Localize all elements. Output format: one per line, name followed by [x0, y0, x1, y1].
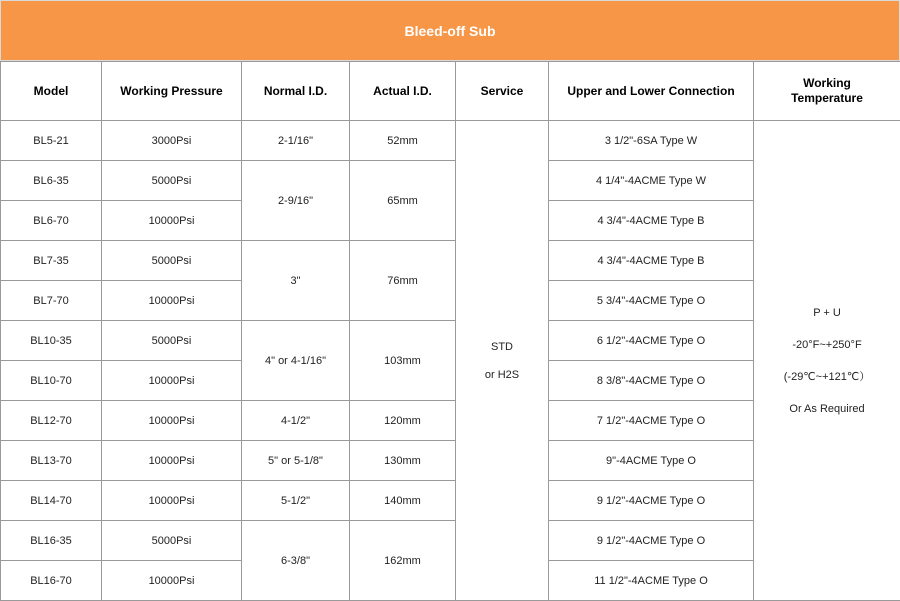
header-actual-id: Actual I.D.	[350, 62, 456, 121]
bleed-off-sub-table	[0, 61, 900, 601]
model-cell: BL5-21	[1, 121, 102, 161]
connection-cell: 4 3/4"-4ACME Type B	[549, 241, 754, 281]
table-title: Bleed-off Sub	[0, 0, 900, 61]
model-cell: BL7-35	[1, 241, 102, 281]
model-cell: BL6-35	[1, 161, 102, 201]
pressure-cell: 3000Psi	[102, 121, 242, 161]
header-normal-id: Normal I.D.	[242, 62, 350, 121]
connection-cell: 5 3/4"-4ACME Type O	[549, 281, 754, 321]
connection-cell: 7 1/2"-4ACME Type O	[549, 401, 754, 441]
service-line2: or H2S	[458, 361, 546, 389]
header-temperature-line1: Working	[756, 76, 898, 91]
actual-id-cell: 162mm	[350, 521, 456, 601]
pressure-cell: 5000Psi	[102, 521, 242, 561]
normal-id-cell: 3"	[242, 241, 350, 321]
actual-id-cell: 52mm	[350, 121, 456, 161]
actual-id-cell: 130mm	[350, 441, 456, 481]
temperature-line4: Or As Required	[756, 393, 898, 425]
connection-cell: 9"-4ACME Type O	[549, 441, 754, 481]
pressure-cell: 5000Psi	[102, 321, 242, 361]
temperature-line1: P + U	[756, 297, 898, 329]
normal-id-cell: 5" or 5-1/8"	[242, 441, 350, 481]
header-working-temperature	[754, 62, 900, 121]
connection-cell: 9 1/2"-4ACME Type O	[549, 481, 754, 521]
pressure-cell: 10000Psi	[102, 441, 242, 481]
connection-cell: 4 1/4"-4ACME Type W	[549, 161, 754, 201]
temperature-line2: -20°F~+250°F	[756, 329, 898, 361]
actual-id-cell: 103mm	[350, 321, 456, 401]
header-row	[1, 62, 900, 121]
actual-id-cell: 65mm	[350, 161, 456, 241]
normal-id-cell: 5-1/2"	[242, 481, 350, 521]
header-connection: Upper and Lower Connection	[549, 62, 754, 121]
service-line1: STD	[458, 333, 546, 361]
normal-id-cell: 2-1/16"	[242, 121, 350, 161]
model-cell: BL12-70	[1, 401, 102, 441]
model-cell: BL7-70	[1, 281, 102, 321]
model-cell: BL14-70	[1, 481, 102, 521]
actual-id-cell: 120mm	[350, 401, 456, 441]
connection-cell: 3 1/2"-6SA Type W	[549, 121, 754, 161]
pressure-cell: 10000Psi	[102, 561, 242, 601]
pressure-cell: 10000Psi	[102, 481, 242, 521]
header-temperature-line2: Temperature	[756, 91, 898, 106]
connection-cell: 4 3/4"-4ACME Type B	[549, 201, 754, 241]
model-cell: BL6-70	[1, 201, 102, 241]
normal-id-cell: 4" or 4-1/16"	[242, 321, 350, 401]
actual-id-cell: 140mm	[350, 481, 456, 521]
connection-cell: 8 3/8"-4ACME Type O	[549, 361, 754, 401]
connection-cell: 6 1/2"-4ACME Type O	[549, 321, 754, 361]
model-cell: BL16-70	[1, 561, 102, 601]
pressure-cell: 10000Psi	[102, 281, 242, 321]
connection-cell: 9 1/2"-4ACME Type O	[549, 521, 754, 561]
model-cell: BL13-70	[1, 441, 102, 481]
table-row	[1, 121, 900, 161]
actual-id-cell: 76mm	[350, 241, 456, 321]
connection-cell: 11 1/2"-4ACME Type O	[549, 561, 754, 601]
service-cell	[456, 121, 549, 601]
normal-id-cell: 6-3/8"	[242, 521, 350, 601]
model-cell: BL10-35	[1, 321, 102, 361]
normal-id-cell: 2-9/16"	[242, 161, 350, 241]
pressure-cell: 10000Psi	[102, 401, 242, 441]
header-model: Model	[1, 62, 102, 121]
model-cell: BL10-70	[1, 361, 102, 401]
pressure-cell: 5000Psi	[102, 161, 242, 201]
header-working-pressure: Working Pressure	[102, 62, 242, 121]
pressure-cell: 5000Psi	[102, 241, 242, 281]
pressure-cell: 10000Psi	[102, 201, 242, 241]
temperature-cell	[754, 121, 900, 601]
normal-id-cell: 4-1/2"	[242, 401, 350, 441]
model-cell: BL16-35	[1, 521, 102, 561]
temperature-line3: (-29℃~+121℃）	[756, 361, 898, 393]
pressure-cell: 10000Psi	[102, 361, 242, 401]
header-service: Service	[456, 62, 549, 121]
